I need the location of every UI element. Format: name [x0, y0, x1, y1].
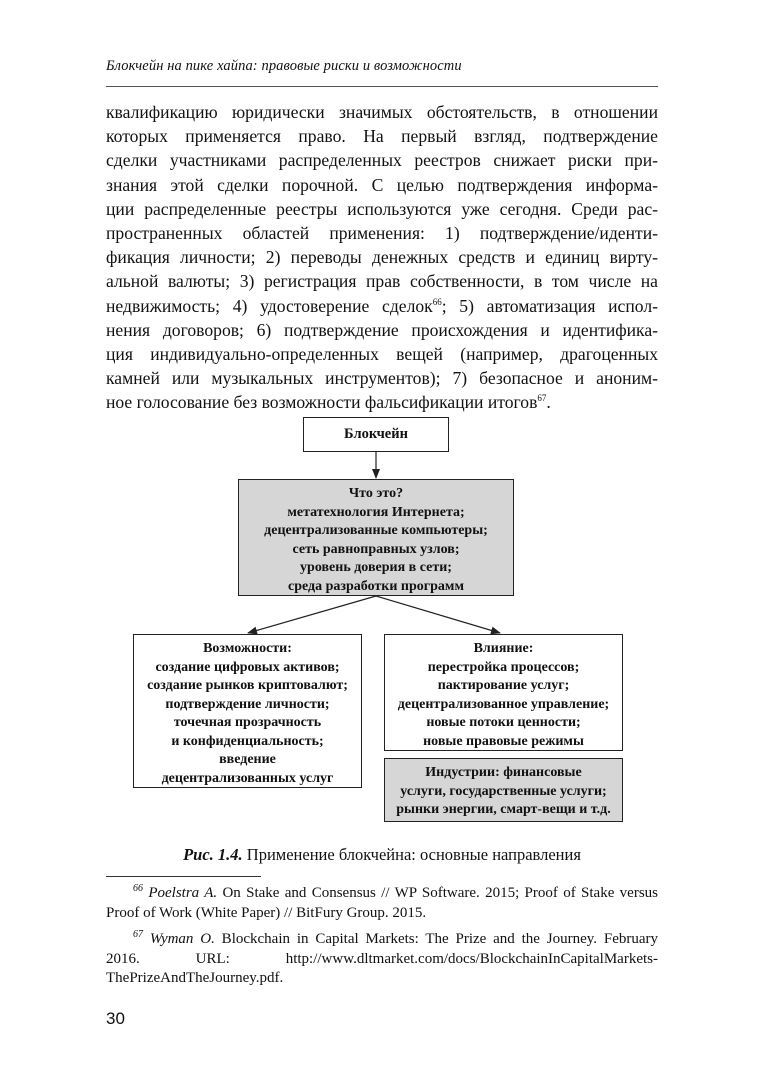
caption-label: Рис. 1.4. — [183, 845, 243, 864]
text-span: . — [546, 392, 551, 413]
node-item — [134, 696, 361, 715]
item-text: личности; — [261, 696, 330, 712]
node-item: децентрализованное управление; — [397, 696, 610, 712]
node-item: рынки энергии, смарт-вещи и т.д. — [396, 802, 611, 817]
footnotes — [106, 884, 658, 996]
item-keyword: создание — [147, 678, 203, 693]
node-item — [134, 733, 361, 752]
node-title: Возможности: — [203, 641, 292, 656]
footnote-ref-66[interactable]: 66 — [432, 296, 442, 307]
text-line: сделки участниками распределенных реестров снижает риски при- — [106, 150, 658, 171]
text-line: знания этой сделки порочной. С целью подтверждения информа- — [106, 174, 658, 195]
node-item — [134, 751, 361, 770]
arrow-what-to-opportunities — [248, 596, 376, 633]
node-item: децентрализованные компьютеры; — [264, 523, 488, 538]
item-text: прозрачность — [231, 715, 322, 730]
footnote-text: On Stake and Consensus // WP Software. 2015; Proof of Stake versus Proof of Work (White Paper) // BitFury Group. 2015. — [106, 885, 658, 921]
diagram-node-what-is-it — [238, 479, 514, 596]
item-text: цифровых активов; — [210, 659, 340, 675]
text-line: фикация личности; 2) переводы денежных средств и единиц вирту- — [106, 247, 658, 268]
text-line: квалификацию юридически значимых обстоятельств, в отношении — [106, 102, 658, 122]
item-text: децентрализованных услуг — [161, 770, 334, 786]
footnote-number: 66 — [133, 883, 143, 894]
footnote-ref-67[interactable]: 67 — [537, 393, 547, 404]
footnote-divider — [106, 876, 261, 877]
node-item: метатехнология Интернета; — [287, 504, 465, 520]
node-item: среда разработки программ — [287, 578, 465, 594]
text-line: которых применяется право. На первый взгляд, подтверждение — [106, 126, 658, 147]
item-keyword: точечная — [173, 715, 232, 730]
node-item: услуги, государственные услуги; — [400, 783, 607, 799]
text-line: ции распределенные реестры используются уже сегодня. Среди рас- — [106, 198, 658, 219]
footnote-67 — [106, 930, 658, 989]
node-item: уровень доверия в сети; — [300, 560, 452, 575]
diagram-node-blockchain: Блокчейн — [303, 417, 449, 452]
item-keyword: подтверждение — [165, 696, 262, 712]
node-item — [134, 677, 361, 696]
node-title: Что это? — [348, 486, 404, 501]
item-text: финансовые — [499, 765, 582, 780]
footnote-66 — [106, 884, 658, 923]
footnote-number: 67 — [133, 929, 143, 940]
node-item: пактирование услуг; — [437, 678, 570, 693]
page-number: 30 — [106, 1009, 125, 1028]
diagram-node-industries — [384, 758, 623, 822]
text-line: камней или музыкальных инструментов); 7) безопасное и аноним- — [106, 368, 658, 389]
text-line: пространенных областей применения: 1) подтверждение/иденти- — [106, 223, 658, 244]
node-item — [385, 764, 622, 783]
diagram-node-opportunities — [133, 634, 362, 788]
text-line — [106, 294, 658, 318]
node-item: перестройка процессов; — [427, 659, 580, 675]
node-item: новые потоки ценности; — [426, 715, 581, 730]
caption-text: Применение блокчейна: основные направления — [242, 845, 581, 864]
item-text: и конфиденциальность; — [171, 733, 324, 749]
node-item: сеть равноправных узлов; — [292, 541, 460, 557]
text-line — [106, 390, 658, 414]
node-item: новые правовые режимы — [423, 733, 584, 749]
text-span: ; 5) автоматизация испол- — [441, 295, 658, 316]
running-header: Блокчейн на пике хайпа: правовые риски и возможности — [106, 58, 462, 74]
node-title: Индустрии: — [425, 765, 500, 780]
figure-caption — [106, 845, 658, 865]
diagram-node-influence — [384, 634, 623, 751]
node-item — [134, 770, 361, 789]
item-keyword: введение — [219, 752, 276, 767]
item-text: рынков криптовалют; — [202, 678, 348, 693]
node-title: Влияние: — [473, 641, 534, 656]
footnote-author: Wyman O. — [149, 931, 215, 947]
node-item — [134, 659, 361, 678]
arrow-what-to-influence — [376, 596, 500, 633]
text-line: нения договоров; 6) подтверждение происхождения и идентифика- — [106, 319, 658, 340]
body-paragraph — [106, 100, 658, 415]
node-item — [134, 714, 361, 733]
item-keyword: создание — [155, 659, 211, 675]
header-divider — [106, 86, 658, 87]
text-line: ция индивидуально-определенных вещей (например, драгоценных — [106, 344, 658, 365]
text-line: альной валюты; 3) регистрация прав собственности, в том числе на — [106, 271, 658, 292]
text-span: недвижимость; 4) удостоверение сделок — [106, 295, 433, 316]
text-span: ное голосование без возможности фальсификации итогов — [106, 392, 538, 413]
footnote-author: Poelstra A. — [148, 885, 218, 901]
footnote-text: Blockchain in Capital Markets: The Prize and the Journey. February 2016. URL: http://www.dltmarket.com/docs/BlockchainInCapitalMarkets-ThePrizeAndTheJourney.pdf. — [106, 931, 659, 986]
